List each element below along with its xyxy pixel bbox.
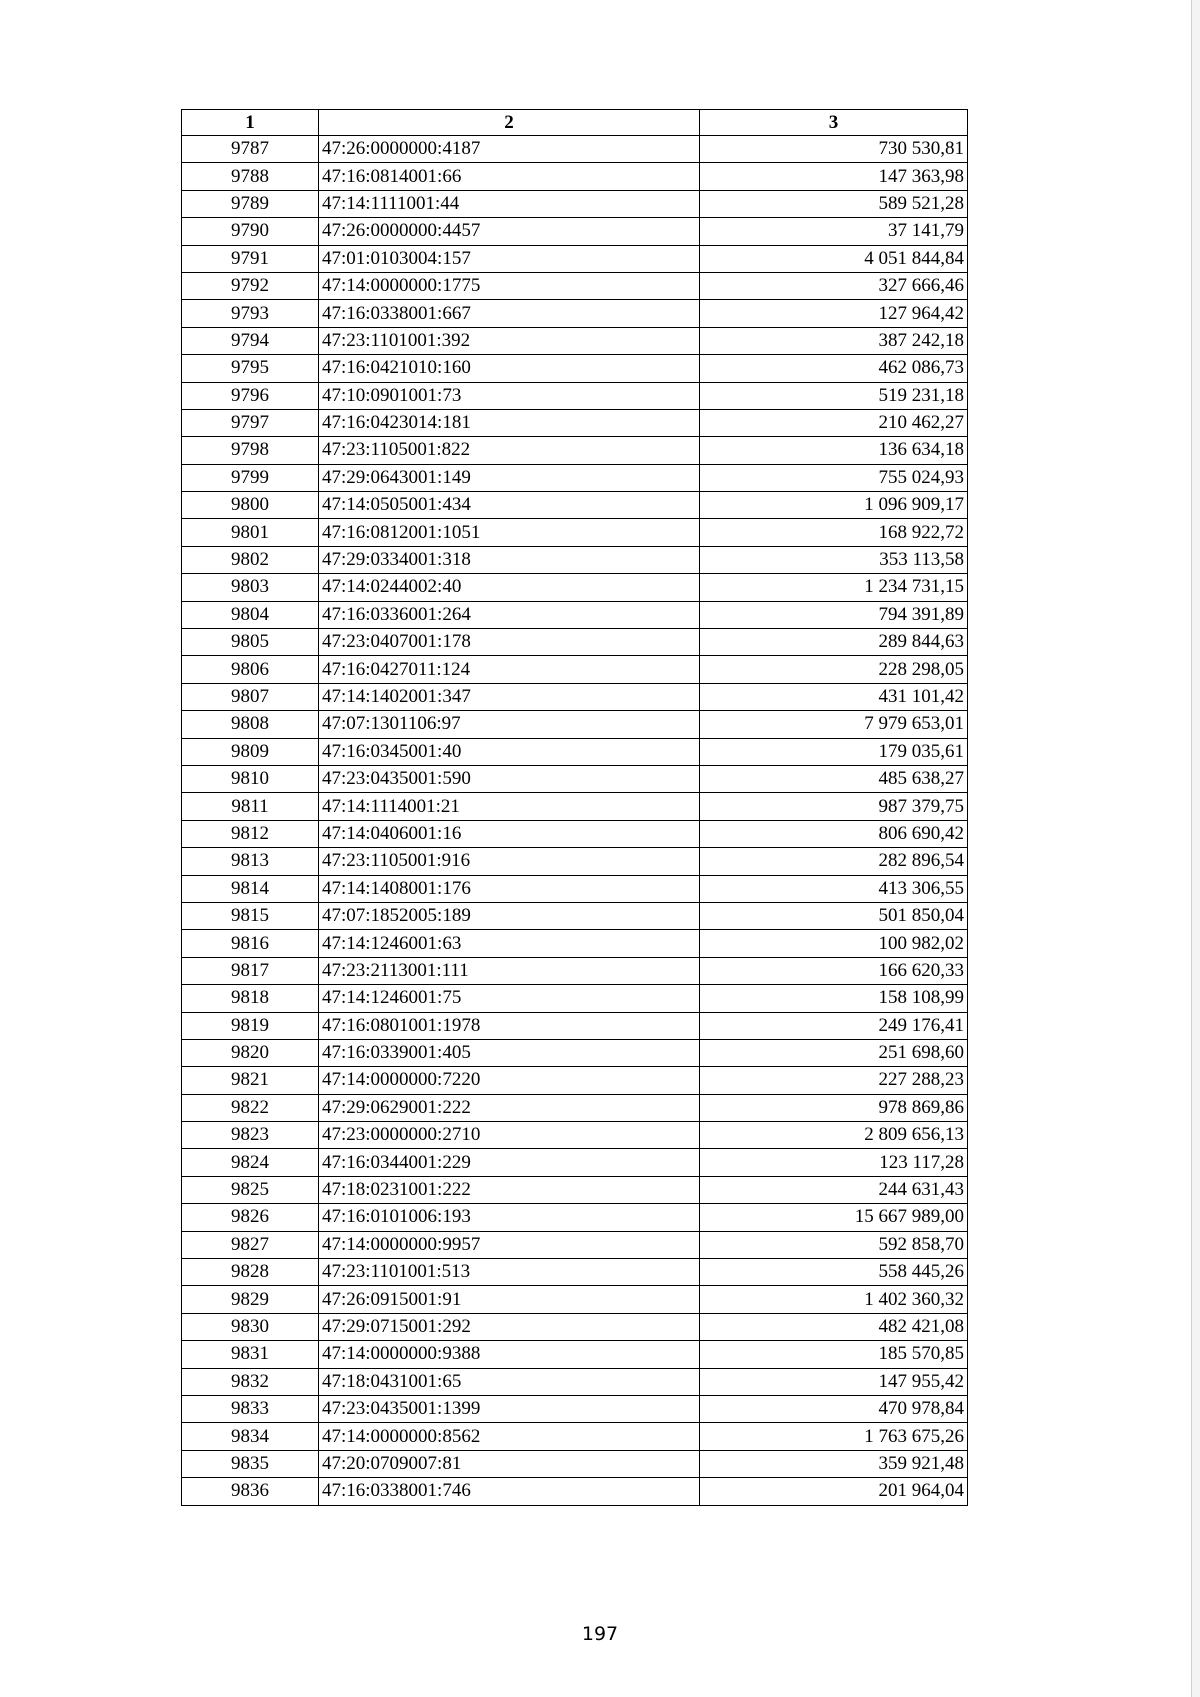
column-header-2: 2 — [319, 110, 700, 136]
value-cell: 228 298,05 — [700, 656, 968, 683]
value-cell: 501 850,04 — [700, 902, 968, 929]
table-row — [182, 1259, 968, 1286]
row-number-cell: 9789 — [182, 190, 319, 217]
row-number-cell: 9821 — [182, 1067, 319, 1094]
value-cell: 327 666,46 — [700, 272, 968, 299]
value-cell: 147 955,42 — [700, 1368, 968, 1395]
cadastral-number-cell: 47:16:0339001:405 — [319, 1039, 700, 1066]
value-cell: 470 978,84 — [700, 1395, 968, 1422]
table-row — [182, 1012, 968, 1039]
value-cell: 185 570,85 — [700, 1341, 968, 1368]
table-header-row — [182, 110, 968, 136]
row-number-cell: 9817 — [182, 957, 319, 984]
row-number-cell: 9829 — [182, 1286, 319, 1313]
row-number-cell: 9827 — [182, 1231, 319, 1258]
cadastral-number-cell: 47:16:0336001:264 — [319, 601, 700, 628]
table-row — [182, 683, 968, 710]
cadastral-number-cell: 47:23:1105001:916 — [319, 848, 700, 875]
value-cell: 7 979 653,01 — [700, 711, 968, 738]
table-row — [182, 163, 968, 190]
row-number-cell: 9819 — [182, 1012, 319, 1039]
table-row — [182, 574, 968, 601]
table-row — [182, 902, 968, 929]
row-number-cell: 9797 — [182, 409, 319, 436]
data-table — [181, 109, 968, 1506]
cadastral-number-cell: 47:23:1101001:513 — [319, 1259, 700, 1286]
table-row — [182, 1067, 968, 1094]
table-row — [182, 1122, 968, 1149]
row-number-cell: 9820 — [182, 1039, 319, 1066]
cadastral-number-cell: 47:16:0345001:40 — [319, 738, 700, 765]
table-row — [182, 656, 968, 683]
row-number-cell: 9824 — [182, 1149, 319, 1176]
value-cell: 558 445,26 — [700, 1259, 968, 1286]
row-number-cell: 9833 — [182, 1395, 319, 1422]
value-cell: 37 141,79 — [700, 218, 968, 245]
value-cell: 123 117,28 — [700, 1149, 968, 1176]
cadastral-number-cell: 47:14:0000000:9388 — [319, 1341, 700, 1368]
value-cell: 413 306,55 — [700, 875, 968, 902]
table-row — [182, 464, 968, 491]
value-cell: 15 667 989,00 — [700, 1204, 968, 1231]
value-cell: 4 051 844,84 — [700, 245, 968, 272]
cadastral-number-cell: 47:14:0000000:9957 — [319, 1231, 700, 1258]
cadastral-number-cell: 47:14:1246001:63 — [319, 930, 700, 957]
row-number-cell: 9791 — [182, 245, 319, 272]
value-cell: 282 896,54 — [700, 848, 968, 875]
value-cell: 462 086,73 — [700, 355, 968, 382]
row-number-cell: 9830 — [182, 1313, 319, 1340]
cadastral-number-cell: 47:14:0000000:1775 — [319, 272, 700, 299]
table-row — [182, 382, 968, 409]
table-row — [182, 711, 968, 738]
table-row — [182, 409, 968, 436]
row-number-cell: 9809 — [182, 738, 319, 765]
row-number-cell: 9836 — [182, 1478, 319, 1505]
value-cell: 482 421,08 — [700, 1313, 968, 1340]
value-cell: 806 690,42 — [700, 820, 968, 847]
table-row — [182, 848, 968, 875]
table-row — [182, 601, 968, 628]
cadastral-number-cell: 47:23:0435001:1399 — [319, 1395, 700, 1422]
row-number-cell: 9807 — [182, 683, 319, 710]
value-cell: 485 638,27 — [700, 765, 968, 792]
value-cell: 1 402 360,32 — [700, 1286, 968, 1313]
table-row — [182, 519, 968, 546]
value-cell: 978 869,86 — [700, 1094, 968, 1121]
cadastral-number-cell: 47:23:1101001:392 — [319, 327, 700, 354]
row-number-cell: 9792 — [182, 272, 319, 299]
table-row — [182, 1286, 968, 1313]
cadastral-number-cell: 47:23:2113001:111 — [319, 957, 700, 984]
cadastral-number-cell: 47:26:0000000:4187 — [319, 136, 700, 163]
value-cell: 2 809 656,13 — [700, 1122, 968, 1149]
cadastral-number-cell: 47:14:0244002:40 — [319, 574, 700, 601]
table-row — [182, 930, 968, 957]
value-cell: 987 379,75 — [700, 793, 968, 820]
value-cell: 387 242,18 — [700, 327, 968, 354]
cadastral-number-cell: 47:23:0435001:590 — [319, 765, 700, 792]
row-number-cell: 9787 — [182, 136, 319, 163]
cadastral-number-cell: 47:14:1402001:347 — [319, 683, 700, 710]
value-cell: 166 620,33 — [700, 957, 968, 984]
row-number-cell: 9811 — [182, 793, 319, 820]
page-number: 197 — [581, 1623, 619, 1645]
value-cell: 227 288,23 — [700, 1067, 968, 1094]
cadastral-number-cell: 47:20:0709007:81 — [319, 1450, 700, 1477]
cadastral-number-cell: 47:14:0000000:8562 — [319, 1423, 700, 1450]
table-row — [182, 1149, 968, 1176]
cadastral-number-cell: 47:14:1114001:21 — [319, 793, 700, 820]
cadastral-number-cell: 47:18:0431001:65 — [319, 1368, 700, 1395]
row-number-cell: 9793 — [182, 300, 319, 327]
cadastral-number-cell: 47:23:0000000:2710 — [319, 1122, 700, 1149]
table-row — [182, 327, 968, 354]
row-number-cell: 9831 — [182, 1341, 319, 1368]
cadastral-number-cell: 47:16:0338001:667 — [319, 300, 700, 327]
cadastral-number-cell: 47:16:0423014:181 — [319, 409, 700, 436]
table-row — [182, 738, 968, 765]
table-row — [182, 957, 968, 984]
table-row — [182, 629, 968, 656]
table-row — [182, 355, 968, 382]
table-row — [182, 1094, 968, 1121]
table-row — [182, 546, 968, 573]
row-number-cell: 9818 — [182, 985, 319, 1012]
cadastral-number-cell: 47:14:1246001:75 — [319, 985, 700, 1012]
cadastral-number-cell: 47:29:0643001:149 — [319, 464, 700, 491]
row-number-cell: 9815 — [182, 902, 319, 929]
cadastral-number-cell: 47:26:0915001:91 — [319, 1286, 700, 1313]
row-number-cell: 9832 — [182, 1368, 319, 1395]
cadastral-number-cell: 47:14:0505001:434 — [319, 492, 700, 519]
value-cell: 353 113,58 — [700, 546, 968, 573]
cadastral-number-cell: 47:10:0901001:73 — [319, 382, 700, 409]
cadastral-number-cell: 47:16:0814001:66 — [319, 163, 700, 190]
row-number-cell: 9816 — [182, 930, 319, 957]
value-cell: 244 631,43 — [700, 1176, 968, 1203]
value-cell: 147 363,98 — [700, 163, 968, 190]
cadastral-number-cell: 47:16:0344001:229 — [319, 1149, 700, 1176]
row-number-cell: 9803 — [182, 574, 319, 601]
row-number-cell: 9814 — [182, 875, 319, 902]
value-cell: 127 964,42 — [700, 300, 968, 327]
row-number-cell: 9823 — [182, 1122, 319, 1149]
row-number-cell: 9834 — [182, 1423, 319, 1450]
column-header-3: 3 — [700, 110, 968, 136]
table-row — [182, 793, 968, 820]
value-cell: 794 391,89 — [700, 601, 968, 628]
cadastral-number-cell: 47:16:0801001:1978 — [319, 1012, 700, 1039]
table-row — [182, 1478, 968, 1505]
value-cell: 589 521,28 — [700, 190, 968, 217]
row-number-cell: 9802 — [182, 546, 319, 573]
cadastral-number-cell: 47:14:0000000:7220 — [319, 1067, 700, 1094]
row-number-cell: 9790 — [182, 218, 319, 245]
cadastral-number-cell: 47:16:0101006:193 — [319, 1204, 700, 1231]
cadastral-number-cell: 47:29:0629001:222 — [319, 1094, 700, 1121]
value-cell: 100 982,02 — [700, 930, 968, 957]
value-cell: 730 530,81 — [700, 136, 968, 163]
cadastral-number-cell: 47:01:0103004:157 — [319, 245, 700, 272]
row-number-cell: 9801 — [182, 519, 319, 546]
cadastral-number-cell: 47:14:1111001:44 — [319, 190, 700, 217]
cadastral-number-cell: 47:14:0406001:16 — [319, 820, 700, 847]
table-row — [182, 820, 968, 847]
cadastral-number-cell: 47:16:0812001:1051 — [319, 519, 700, 546]
table-row — [182, 1039, 968, 1066]
row-number-cell: 9826 — [182, 1204, 319, 1231]
table-row — [182, 245, 968, 272]
value-cell: 210 462,27 — [700, 409, 968, 436]
value-cell: 359 921,48 — [700, 1450, 968, 1477]
row-number-cell: 9798 — [182, 437, 319, 464]
value-cell: 136 634,18 — [700, 437, 968, 464]
row-number-cell: 9805 — [182, 629, 319, 656]
value-cell: 168 922,72 — [700, 519, 968, 546]
cadastral-number-cell: 47:07:1852005:189 — [319, 902, 700, 929]
table-row — [182, 437, 968, 464]
row-number-cell: 9812 — [182, 820, 319, 847]
row-number-cell: 9796 — [182, 382, 319, 409]
value-cell: 158 108,99 — [700, 985, 968, 1012]
row-number-cell: 9810 — [182, 765, 319, 792]
table-row — [182, 1450, 968, 1477]
cadastral-number-cell: 47:18:0231001:222 — [319, 1176, 700, 1203]
table-row — [182, 1341, 968, 1368]
row-number-cell: 9825 — [182, 1176, 319, 1203]
cadastral-number-cell: 47:26:0000000:4457 — [319, 218, 700, 245]
value-cell: 519 231,18 — [700, 382, 968, 409]
value-cell: 592 858,70 — [700, 1231, 968, 1258]
cadastral-number-cell: 47:29:0334001:318 — [319, 546, 700, 573]
row-number-cell: 9806 — [182, 656, 319, 683]
row-number-cell: 9795 — [182, 355, 319, 382]
value-cell: 431 101,42 — [700, 683, 968, 710]
table-row — [182, 272, 968, 299]
value-cell: 1 763 675,26 — [700, 1423, 968, 1450]
row-number-cell: 9835 — [182, 1450, 319, 1477]
table-row — [182, 765, 968, 792]
table-row — [182, 1423, 968, 1450]
cadastral-number-cell: 47:23:0407001:178 — [319, 629, 700, 656]
row-number-cell: 9800 — [182, 492, 319, 519]
cadastral-number-cell: 47:29:0715001:292 — [319, 1313, 700, 1340]
table-row — [182, 190, 968, 217]
table-row — [182, 492, 968, 519]
row-number-cell: 9813 — [182, 848, 319, 875]
value-cell: 179 035,61 — [700, 738, 968, 765]
table-row — [182, 1231, 968, 1258]
cadastral-number-cell: 47:16:0427011:124 — [319, 656, 700, 683]
table-row — [182, 218, 968, 245]
value-cell: 1 096 909,17 — [700, 492, 968, 519]
table-row — [182, 1204, 968, 1231]
cadastral-number-cell: 47:23:1105001:822 — [319, 437, 700, 464]
value-cell: 251 698,60 — [700, 1039, 968, 1066]
value-cell: 249 176,41 — [700, 1012, 968, 1039]
table-row — [182, 985, 968, 1012]
table-body — [182, 136, 968, 1506]
table-row — [182, 1176, 968, 1203]
row-number-cell: 9794 — [182, 327, 319, 354]
value-cell: 289 844,63 — [700, 629, 968, 656]
column-header-1: 1 — [182, 110, 319, 136]
table-row — [182, 875, 968, 902]
table-row — [182, 1368, 968, 1395]
table-row — [182, 1395, 968, 1422]
page-edge — [1191, 0, 1200, 1697]
table-row — [182, 136, 968, 163]
row-number-cell: 9804 — [182, 601, 319, 628]
cadastral-number-cell: 47:14:1408001:176 — [319, 875, 700, 902]
table-row — [182, 1313, 968, 1340]
row-number-cell: 9822 — [182, 1094, 319, 1121]
cadastral-number-cell: 47:16:0421010:160 — [319, 355, 700, 382]
row-number-cell: 9828 — [182, 1259, 319, 1286]
value-cell: 755 024,93 — [700, 464, 968, 491]
cadastral-number-cell: 47:07:1301106:97 — [319, 711, 700, 738]
row-number-cell: 9808 — [182, 711, 319, 738]
row-number-cell: 9799 — [182, 464, 319, 491]
row-number-cell: 9788 — [182, 163, 319, 190]
value-cell: 201 964,04 — [700, 1478, 968, 1505]
value-cell: 1 234 731,15 — [700, 574, 968, 601]
cadastral-number-cell: 47:16:0338001:746 — [319, 1478, 700, 1505]
table-row — [182, 300, 968, 327]
